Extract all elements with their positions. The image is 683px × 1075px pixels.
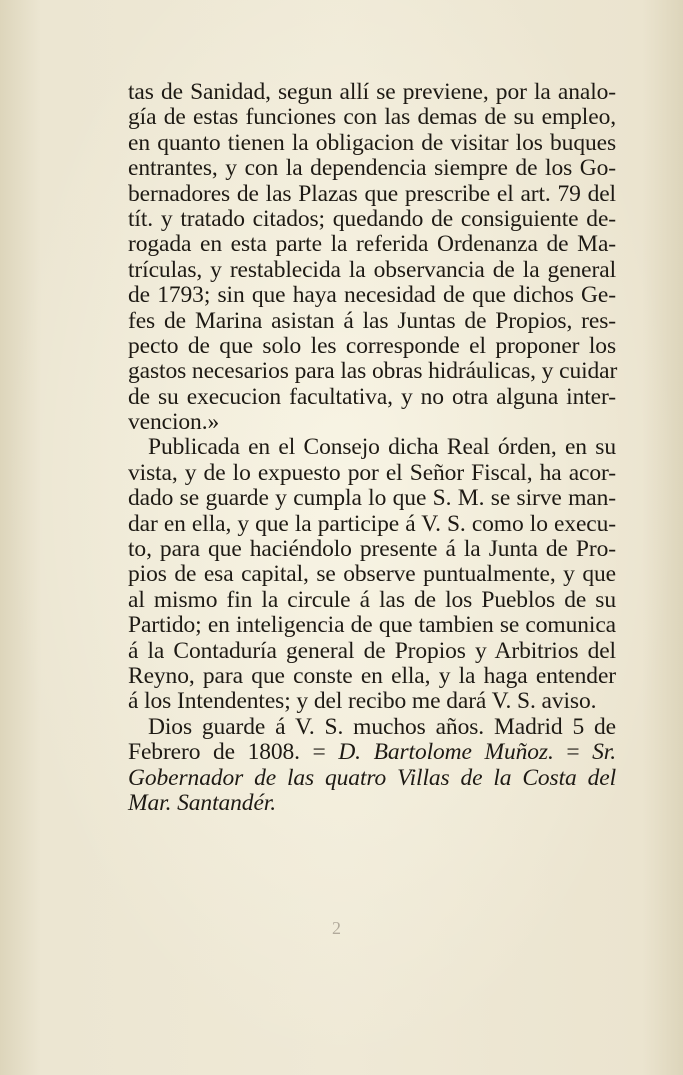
text-line: bernadores de las Plazas que prescribe el art. 79 del [128,180,616,207]
signature-separator: = [553,739,593,766]
closing-line: Dios guarde á V. S. muchos años. Madrid 5 de [148,713,616,740]
text-line: Reyno, para que conste en ella, y la haga entender [128,662,616,689]
date-signature-line [128,740,616,765]
text-line: entrantes, y con la dependencia siempre de los Go- [128,155,616,182]
text-line: de 1793; sin que haya necesidad de que dichos Ge- [128,282,616,309]
text-line: tas de Sanidad, segun allí se previene, por la analo- [128,79,616,105]
text-line: trículas, y restablecida la observancia de la general [128,256,616,283]
text-line: al mismo fin la circule á las de los Pueblos de su [128,586,616,613]
addressee-line: Gobernador de las quatro Villas de la Costa del [128,764,616,791]
text-line: de su execucion facultativa, y no otra alguna inter- [128,383,616,410]
text-line: gastos necesarios para las obras hidráulicas, y cuidar [128,358,618,385]
text-line: Partido; en inteligencia de que tambien se comunica [128,612,616,639]
text-line: vista, y de lo expuesto por el Señor Fiscal, ha acor- [128,459,616,486]
addressee-line: Mar. Santandér. [128,789,276,816]
text-line: dar en ella, y que la participe á V. S. como lo execu- [128,510,616,537]
text-line: á los Intendentes; y del recibo me dará V. S. aviso. [128,688,597,715]
page-signature-mark: 2 [332,918,341,938]
text-line: rogada en esta parte la referida Ordenanza de Ma- [128,231,616,258]
text-line: fes de Marina asistan á las Juntas de Propios, res- [128,307,616,334]
date-text: Febrero de 1808. = [128,739,339,766]
text-line: gía de estas funciones con las demas de su empleo, [128,104,616,131]
signatory-name: D. Bartolome Muñoz. [338,739,554,766]
text-line: en quanto tienen la obligacion de visitar los buques [128,129,616,156]
document-body [128,80,616,816]
text-line: pios de esa capital, se observe puntualmente, y que [128,561,616,588]
text-line: á la Contaduría general de Propios y Arbitrios del [128,637,616,664]
paragraph-start-line: Publicada en el Consejo dicha Real órden, en su [148,434,616,461]
text-line: to, para que haciéndolo presente á la Junta de Pro- [128,536,616,563]
text-line: pecto de que solo les corresponde el proponer los [128,332,616,359]
text-line: dado se guarde y cumpla lo que S. M. se sirve man- [128,485,616,512]
addressee-start: Sr. [592,739,616,766]
text-line: vencion.» [128,409,220,436]
text-line: tít. y tratado citados; quedando de consiguiente de- [128,205,616,232]
